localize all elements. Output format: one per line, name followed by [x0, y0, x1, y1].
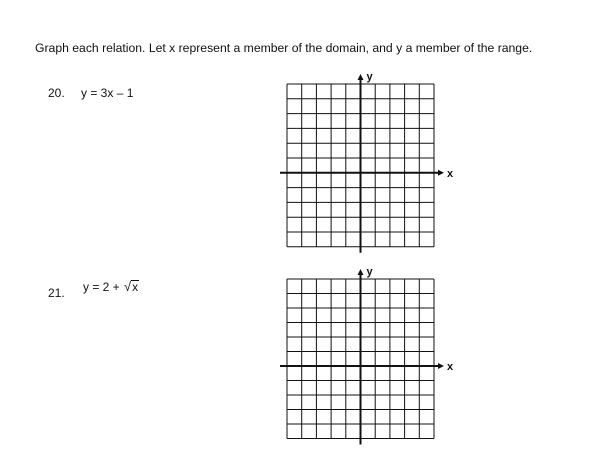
problem-20-equation: y = 3x – 1 [81, 86, 134, 100]
y-axis-arrow-icon [358, 269, 364, 275]
x-axis-arrow-icon [438, 363, 444, 369]
y-axis-label: y [366, 71, 373, 83]
problem-20-number: 20. [48, 86, 65, 100]
problem-21-equation-prefix: y = 2 + [83, 280, 124, 294]
y-axis-label: y [366, 266, 373, 278]
problem-21-number: 21. [48, 286, 65, 300]
x-axis-label: x [447, 167, 454, 180]
instructions-text: Graph each relation. Let x represent a member of the domain, and y a member of the range. [35, 41, 533, 55]
square-root-radicand: x [132, 280, 139, 294]
square-root: √x [124, 279, 139, 294]
x-axis-label: x [447, 361, 454, 373]
graph-20 [280, 71, 454, 253]
y-axis-arrow-icon [358, 74, 364, 80]
graph-21 [280, 266, 454, 445]
x-axis-arrow-icon [438, 170, 444, 176]
